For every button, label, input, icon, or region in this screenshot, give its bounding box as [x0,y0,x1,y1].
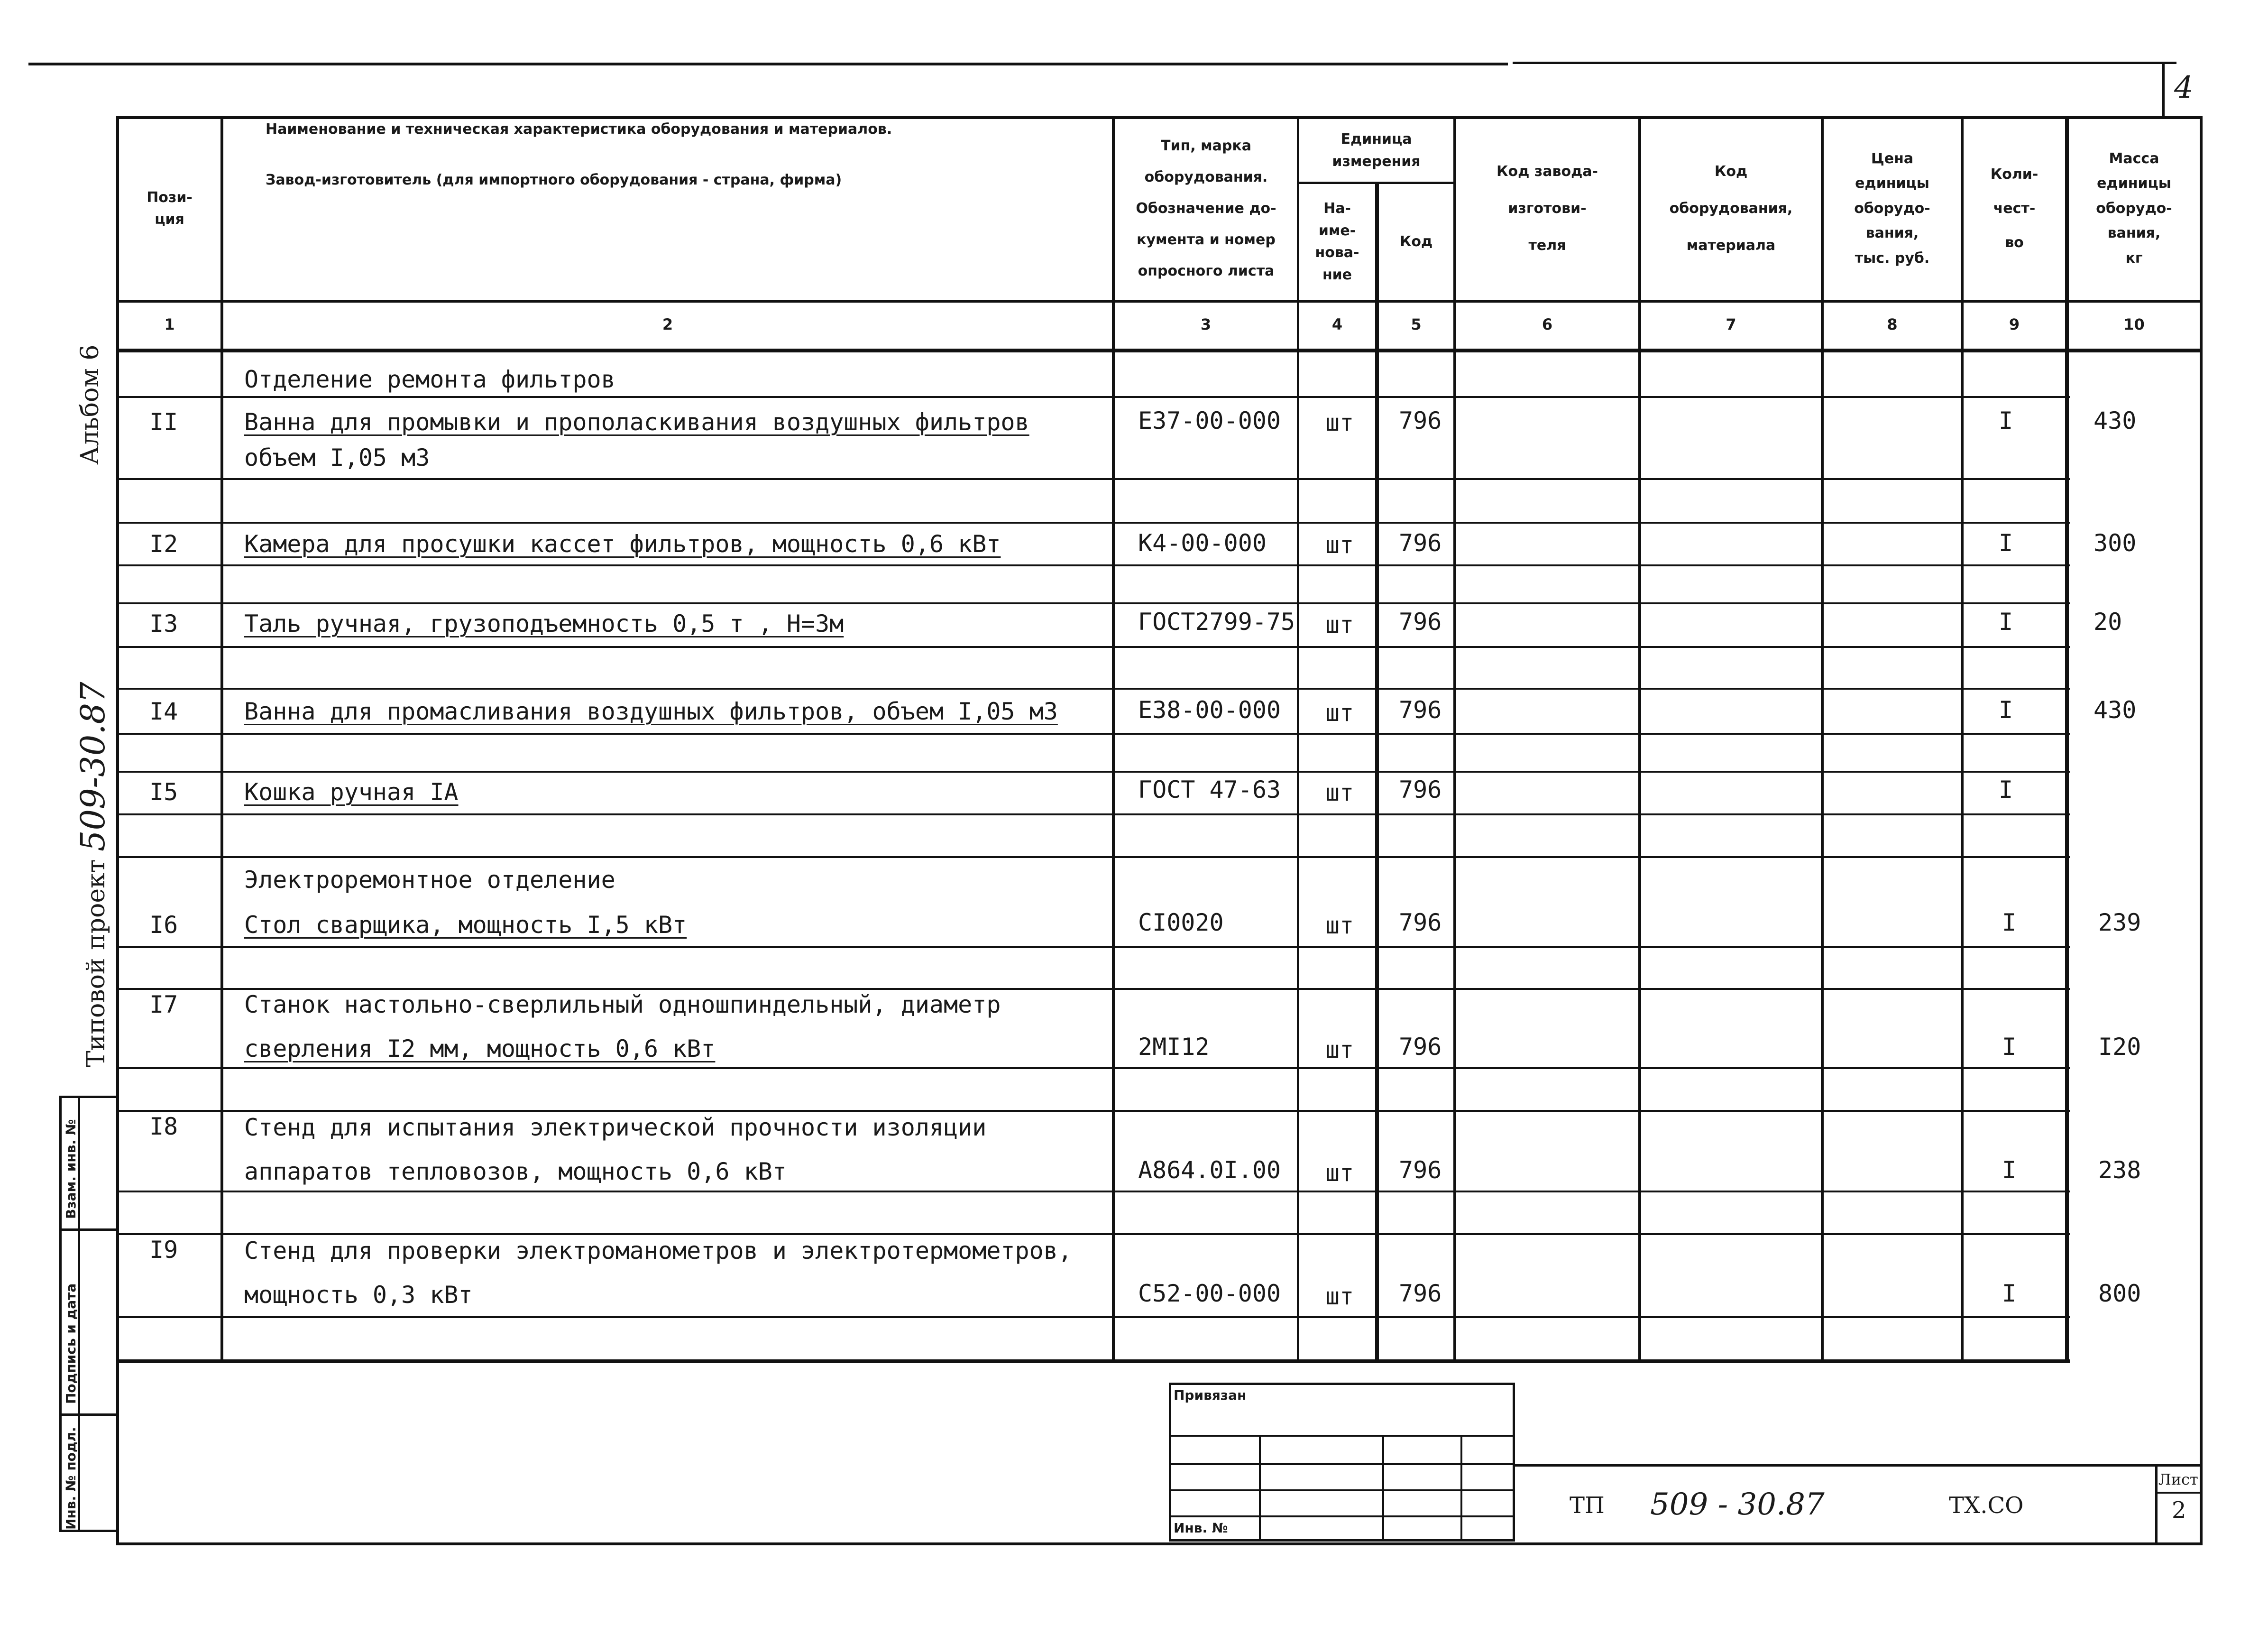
table-row-unit: шт [1325,912,1354,939]
table-row-name: Ванна для промывки и прополаскивания воздушных фильтров [244,408,1029,436]
col-number: 6 [1542,315,1553,333]
table-row-name: Камера для просушки кассет фильтров, мощность 0,6 кВт [244,530,1001,558]
sheet-box-line [2155,1464,2158,1544]
header-col2-line1: Наименование и техническая характеристика оборудования и материалов. [266,121,892,138]
row-line [116,771,2070,773]
table-row-type: Е38-00-000 [1138,696,1281,724]
header-col9: Коли- чест- во [1990,166,2038,251]
row-line [116,1316,2070,1318]
unit-group-line [1297,182,1456,184]
table-row-code: 796 [1399,1033,1442,1061]
sheet-number: 2 [2172,1497,2186,1523]
col-number: 4 [1331,315,1343,333]
table-row-qty: I [2002,1156,2017,1184]
col-line [1453,116,1456,1361]
table-row-mass: 238 [2098,1156,2141,1184]
col-line [220,116,223,1361]
table-row-mass: 430 [2094,407,2137,434]
header-col2 [266,119,1110,299]
header-col3: Тип, марка оборудования. Обозначение до- кумента и номер опросного листа [1136,138,1276,279]
table-row-name: Станок настольно-сверлильный одношпиндельный, диаметр [244,991,1001,1018]
col-line [1297,116,1299,1361]
table-row-pos: I6 [149,911,178,939]
table-row-qty: I [1999,696,2013,724]
table-row-type: С52-00-000 [1138,1280,1281,1307]
frame-bottom [116,1542,2203,1545]
col-line [1638,116,1641,1361]
col-number: 10 [2123,315,2145,333]
table-row-code: 796 [1399,1280,1442,1307]
header-unit-group: Единица измерения [1332,131,1421,170]
table-row-code: 796 [1399,608,1442,636]
row-line [116,646,2070,648]
sheet-label: Лист [2158,1470,2198,1488]
table-row-qty: I [1999,529,2013,557]
stamp-label-vzam: Взам. инв. № [63,1119,79,1219]
project-prefix: Типовой проект [82,859,110,1067]
table-row-unit: шт [1325,1036,1354,1063]
table-row-name: Стенд для испытания электрической прочности изоляции [244,1114,987,1141]
header-col6: Код завода- изготови- теля [1497,163,1598,254]
table-row-pos: I8 [149,1113,178,1140]
table-row-unit: шт [1325,1159,1354,1187]
col-line [2065,116,2069,1361]
header-col5: Код [1399,233,1433,250]
table-row-qty: I [2002,909,2017,936]
table-row-pos: II [149,408,178,436]
table-row-qty: I [2002,1033,2017,1061]
table-row-qty: I [1999,776,2013,803]
page-number: 4 [2174,70,2194,105]
table-row-type: 2МI12 [1138,1033,1210,1061]
stamp-label-podpis: Подпись и дата [63,1283,79,1404]
table-row-qty: I [1999,608,2013,636]
table-row-name: Отделение ремонта фильтров [244,366,615,393]
table-row-name: Стол сварщика, мощность I,5 кВт [244,911,687,939]
table-row-mass: 20 [2094,608,2122,636]
col-line [1112,116,1115,1361]
row-line [116,856,2070,858]
table-row-code: 796 [1399,1156,1442,1184]
top-rule [28,63,1508,65]
table-row-unit: шт [1325,699,1354,727]
table-row-pos: I9 [149,1236,178,1264]
table-row-pos: I4 [149,698,178,725]
privyazan-line [1169,1435,1515,1437]
row-line [116,1110,2070,1112]
table-row-name: Ванна для промасливания воздушных фильтров, объем I,05 м3 [244,698,1058,725]
col-number: 1 [164,315,175,333]
table-row-code: 796 [1399,407,1442,434]
row-line [116,522,2070,524]
top-rule-right [1513,62,2176,64]
header-col2-line2: Завод-изготовитель (для импортного оборудования - страна, фирма) [266,171,842,188]
doc-number: 509 - 30.87 [1650,1487,1825,1522]
table-row-qty: I [2002,1280,2017,1307]
table-row-name: Электроремонтное отделение [244,866,615,894]
table-row-unit: шт [1325,611,1354,638]
row-line [116,1191,2070,1192]
privyazan-stamp [1169,1383,1515,1542]
header-col8: Цена единицы оборудо- вания, тыс. руб. [1854,150,1930,267]
table-row-name: мощность 0,3 кВт [244,1281,473,1309]
table-row-code: 796 [1399,696,1442,724]
col-number: 7 [1726,315,1736,333]
left-stamp-divider [59,1413,119,1416]
album-label: Альбом 6 [76,344,104,465]
col-line [1961,116,1964,1361]
table-row-type: А864.0I.00 [1138,1156,1281,1184]
table-row-type: СI0020 [1138,909,1224,936]
table-row-mass: 300 [2094,529,2137,557]
colnum-bottom [116,349,2203,352]
inv-no-label: Инв. № [1174,1520,1228,1536]
table-row-type: К4-00-000 [1138,529,1267,557]
table-row-unit: шт [1325,409,1354,436]
table-row-type: ГОСТ 47-63 [1138,776,1281,803]
table-row-code: 796 [1399,909,1442,936]
row-line [116,564,2070,566]
left-stamp-divider [59,1228,119,1231]
table-row-mass: I20 [2098,1033,2141,1061]
row-line [116,988,2070,990]
table-row-pos: I7 [149,991,178,1018]
privyazan-label: Привязан [1174,1387,1247,1403]
table-row-type: ГОСТ2799-75 [1138,608,1295,636]
stamp-label-inv: Инв. № подл. [63,1427,79,1530]
table-row-name: аппаратов тепловозов, мощность 0,6 кВт [244,1158,787,1185]
privyazan-vline [1382,1435,1384,1542]
col-number: 3 [1200,315,1212,333]
table-row-code: 796 [1399,529,1442,557]
row-line [116,733,2070,735]
table-row-name: сверления I2 мм, мощность 0,6 кВт [244,1035,716,1062]
privyazan-vline [1259,1435,1261,1542]
title-block-top [1515,1464,2203,1467]
tx-label: ТХ.СО [1949,1492,2024,1519]
header-bottom [116,300,2203,303]
row-line [116,396,2070,398]
header-col1: Пози- ция [147,189,193,228]
col-number: 5 [1411,315,1422,333]
col-number: 2 [662,315,673,333]
table-row-pos: I2 [149,530,178,558]
col-number: 8 [1887,315,1898,333]
table-row-qty: I [1999,407,2013,434]
project-label [73,682,112,1067]
table-row-mass: 430 [2094,696,2137,724]
privyazan-line [1169,1463,1515,1465]
row-line [116,1067,2070,1069]
table-row-mass: 239 [2098,909,2141,936]
header-col10: Масса единицы оборудо- вания, кг [2096,150,2172,267]
row-line [116,946,2070,948]
table-row-type: Е37-00-000 [1138,407,1281,434]
col-line [1821,116,1824,1361]
table-row-unit: шт [1325,531,1354,559]
header-col4: На- име- нова- ние [1315,200,1359,283]
table-row-name: Таль ручная, грузоподъемность 0,5 т , Н=3м [244,610,844,637]
sheet-box-mid [2155,1492,2203,1494]
privyazan-line [1169,1489,1515,1491]
table-row-pos: I5 [149,778,178,806]
table-row-unit: шт [1325,779,1354,806]
row-line [116,602,2070,604]
table-row-mass: 800 [2098,1280,2141,1307]
table-bottom [116,1359,2070,1363]
table-row-name: объем I,05 м3 [244,444,430,471]
row-line [116,813,2070,815]
project-number: 509-30.87 [73,682,112,852]
row-line [116,478,2070,480]
table-row-pos: I3 [149,610,178,637]
table-row-code: 796 [1399,776,1442,803]
tp-label: ТП [1570,1492,1605,1519]
privyazan-line [1169,1515,1515,1517]
table-row-name: Стенд для проверки электроманометров и электротермометров, [244,1237,1072,1265]
col-number: 9 [2009,315,2020,333]
table-row-unit: шт [1325,1283,1354,1310]
row-line [116,1233,2070,1235]
row-line [116,688,2070,690]
privyazan-vline [1460,1435,1462,1542]
table-row-name: Кошка ручная IА [244,778,459,806]
header-col7: Код оборудования, материала [1669,163,1793,254]
